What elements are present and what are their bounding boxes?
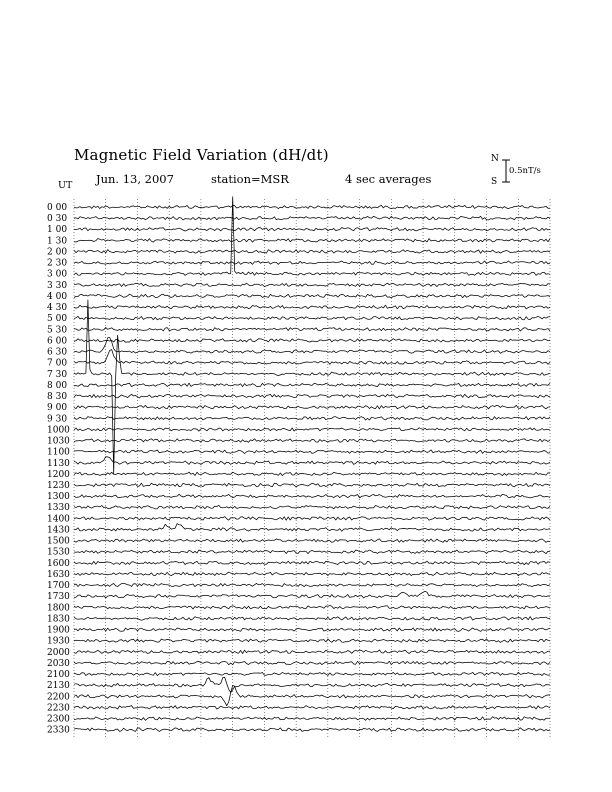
row-label: 9 00 (47, 403, 68, 414)
y-axis-label: UT (58, 180, 73, 191)
trace-row (74, 405, 550, 409)
trace-row (74, 316, 550, 319)
row-label: 1630 (47, 569, 70, 580)
scale-value-label: 0.5nT/s (509, 166, 541, 176)
trace-row (74, 524, 550, 532)
date-label: Jun. 13, 2007 (96, 172, 174, 186)
row-label: 1 30 (47, 236, 68, 247)
station-label: station=MSR (211, 172, 289, 186)
time-grid (74, 199, 550, 738)
row-label: 1400 (47, 514, 70, 525)
trace-row (74, 572, 550, 576)
trace-row (74, 505, 550, 509)
scale-bar (502, 160, 510, 182)
row-label: 1500 (47, 536, 70, 547)
row-label: 5 00 (47, 314, 68, 325)
trace-row (74, 417, 550, 420)
trace-row (74, 561, 550, 565)
row-label: 1900 (47, 625, 70, 636)
averaging-label: 4 sec averages (345, 172, 432, 186)
trace-row (74, 517, 550, 521)
row-label: 1130 (47, 458, 70, 469)
row-label: 0 30 (47, 214, 68, 225)
row-label: 3 00 (47, 269, 68, 280)
row-label: 8 30 (47, 392, 68, 403)
row-label: 2230 (47, 703, 70, 714)
trace-row (74, 606, 550, 610)
trace-row (74, 294, 550, 298)
trace-row (74, 550, 550, 554)
row-label: 1300 (47, 492, 70, 503)
row-label: 1030 (47, 436, 70, 447)
trace-row (74, 250, 550, 254)
trace-row (74, 205, 550, 208)
row-label: 2 00 (47, 247, 68, 258)
trace-row (74, 328, 550, 332)
row-label: 7 00 (47, 358, 68, 369)
trace-row (74, 439, 550, 443)
row-label: 1330 (47, 503, 70, 514)
row-label: 1830 (47, 614, 70, 625)
chart-title: Magnetic Field Variation (dH/dt) (74, 146, 329, 164)
trace-row (74, 394, 550, 398)
trace-row (74, 428, 550, 431)
trace-row (74, 228, 550, 232)
row-label: 2100 (47, 670, 70, 681)
scale-north-label: N (491, 154, 499, 164)
trace-row (74, 706, 550, 709)
row-label: 1600 (47, 558, 70, 569)
row-label: 3 30 (47, 280, 68, 291)
trace-row (74, 339, 550, 343)
row-label: 7 30 (47, 369, 68, 380)
trace-row (74, 483, 550, 487)
row-label: 2000 (47, 647, 70, 658)
row-label: 1700 (47, 581, 70, 592)
row-label: 6 30 (47, 347, 68, 358)
row-label: 2130 (47, 681, 70, 692)
trace-row (74, 639, 550, 643)
scale-south-label: S (491, 177, 498, 187)
row-label: 1200 (47, 469, 70, 480)
row-label: 1430 (47, 525, 70, 536)
row-label: 1230 (47, 481, 70, 491)
row-label: 1530 (47, 547, 70, 558)
trace-row (74, 672, 550, 675)
trace-row (74, 457, 550, 465)
trace-row (74, 494, 550, 498)
row-label: 8 00 (47, 380, 68, 391)
trace-row (74, 472, 550, 475)
row-label: 2030 (47, 658, 70, 669)
trace-row (74, 239, 550, 243)
trace-row (74, 591, 550, 598)
row-label: 1000 (47, 425, 70, 436)
trace-row (74, 216, 550, 220)
trace-row (74, 628, 550, 632)
row-label: 4 30 (47, 303, 68, 314)
trace-row (74, 383, 550, 387)
row-labels (47, 203, 70, 736)
trace-row (74, 539, 550, 543)
trace-row (74, 305, 550, 309)
row-label: 9 30 (47, 414, 68, 425)
trace-row (74, 728, 550, 732)
trace-row (74, 283, 550, 287)
trace-row (74, 300, 550, 474)
trace-row (74, 661, 550, 664)
trace-row (74, 583, 550, 586)
row-label: 4 00 (47, 291, 68, 302)
row-label: 1 00 (47, 225, 68, 236)
row-label: 2300 (47, 714, 70, 725)
trace-row (74, 717, 550, 721)
row-label: 2 30 (47, 258, 68, 269)
row-label: 1730 (47, 592, 70, 603)
trace-row (74, 261, 550, 264)
row-label: 5 30 (47, 325, 68, 336)
row-label: 0 00 (47, 203, 68, 213)
trace-row (74, 617, 550, 621)
trace-row (74, 685, 550, 705)
row-label: 2200 (47, 692, 70, 703)
row-label: 1100 (47, 447, 70, 458)
trace-row (74, 450, 550, 454)
trace-row (74, 650, 550, 654)
traces (74, 197, 550, 732)
row-label: 1930 (47, 636, 70, 647)
trace-row (74, 677, 550, 692)
row-label: 6 00 (47, 336, 68, 347)
row-label: 2330 (47, 725, 70, 736)
row-label: 1800 (47, 603, 70, 614)
